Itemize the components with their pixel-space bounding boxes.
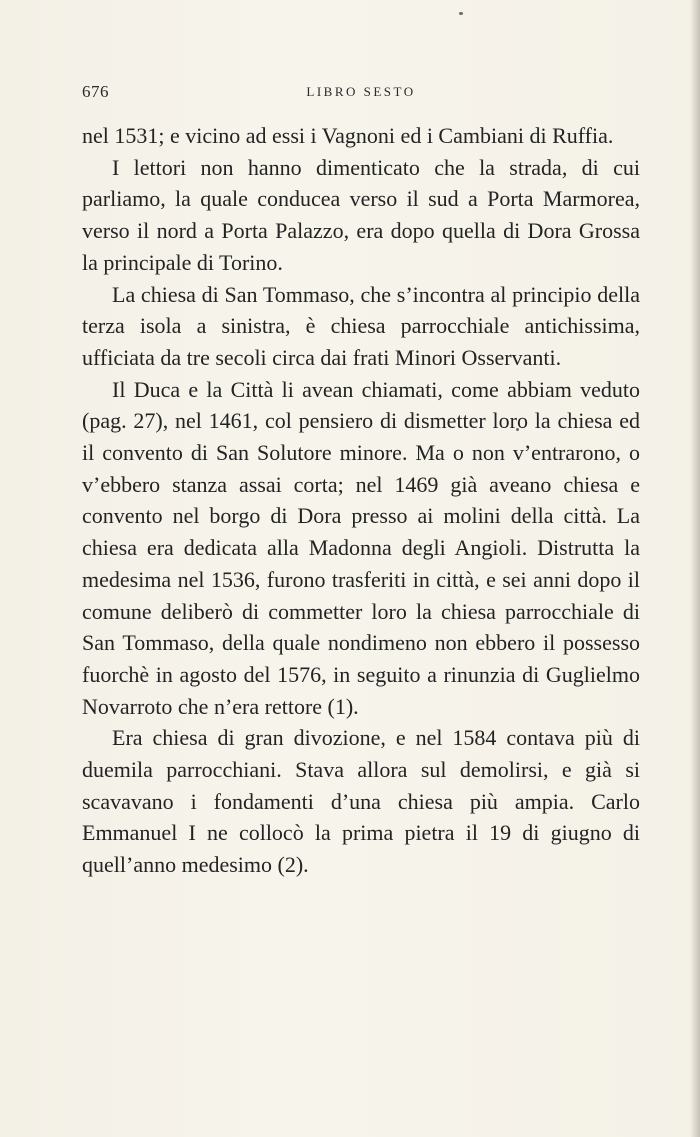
paragraph: Era chiesa di gran divozione, e nel 1584 contava più di duemila parrocchiani. Stava allora sul demolirsi, e già si scavavano i fondamenti d’una chiesa più ampia. Carlo Emmanuel I ne collocò la prima pietra il 19 di giugno di quell’anno medesimo (2).: [82, 725, 640, 878]
page-header: [82, 82, 640, 106]
body-text: [82, 120, 640, 881]
paragraph: Il Duca e la Città li avean chiamati, come abbiam veduto (pag. 27), nel 1461, col pensiero di dismetter loro la chiesa ed il convento di San Solutore minore. Ma o non v’entrarono, o v’ebbero stanza assai corta; nel 1469 già aveano chiesa e convento nel borgo di Dora presso ai molini della città. La chiesa era dedicata alla Madonna degli Angioli. Distrutta la medesima nel 1536, furono trasferiti in città, e sei anni dopo il comune deliberò di commetter loro la chiesa parrocchiale di San Tommaso, della quale nondimeno non ebbero il possesso fuorchè in agosto del 1576, in seguito a rinunzia di Guglielmo Novarroto che n’era rettore (1).: [82, 376, 640, 719]
page-edge-shadow: [690, 0, 700, 1137]
paragraph: I lettori non hanno dimenticato che la strada, di cui parliamo, la quale conducea verso il sud a Porta Marmorea, verso il nord a Porta Palazzo, era dopo quella di Dora Grossa la principale di Torino.: [82, 154, 640, 275]
paragraph: nel 1531; e vicino ad essi i Vagnoni ed i Cambiani di Ruffia.: [82, 123, 614, 148]
page-number: 676: [82, 82, 109, 101]
running-head: LIBRO SESTO: [306, 84, 416, 99]
paragraph: La chiesa di San Tommaso, che s’incontra al principio della terza isola a sinistra, è chiesa parrocchiale antichissima, ufficiata da tre secoli circa dai frati Minori Osservanti.: [82, 281, 640, 370]
print-speck: [459, 12, 463, 15]
